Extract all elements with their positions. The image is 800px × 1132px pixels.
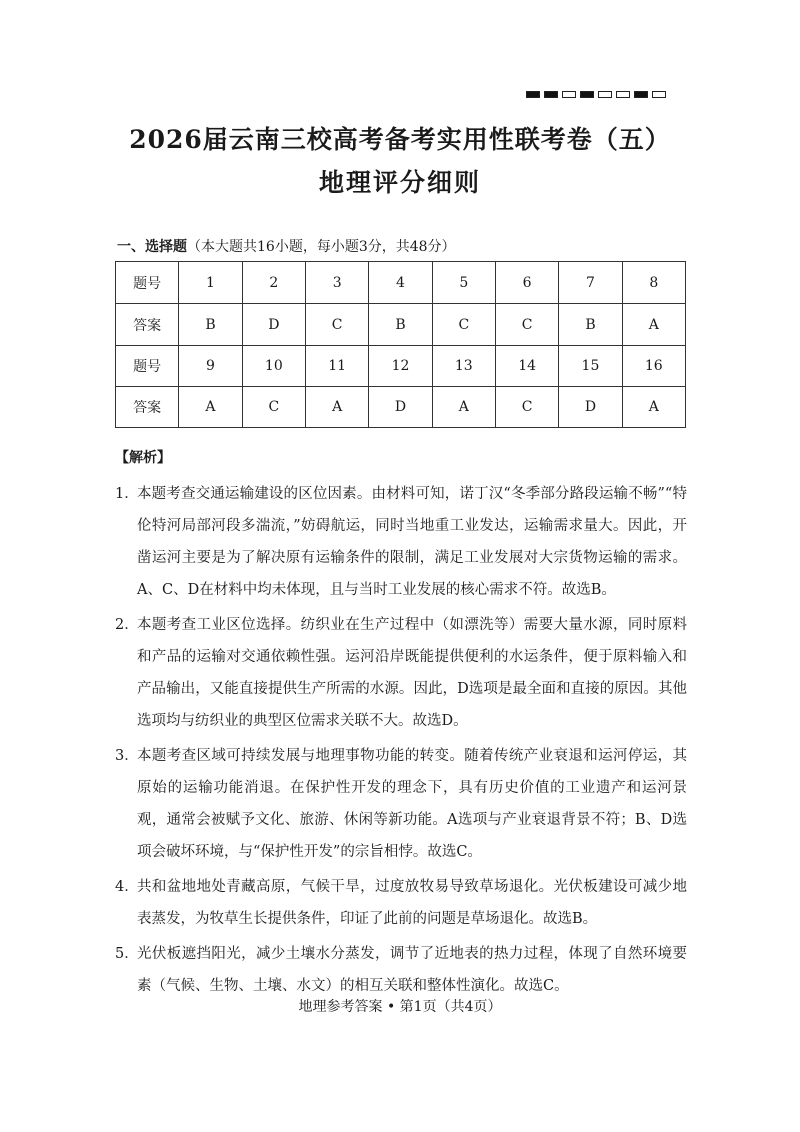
- page-title: 2026届云南三校高考备考实用性联考卷（五）: [129, 125, 671, 154]
- section-heading: [117, 236, 456, 256]
- table-row: [116, 262, 686, 304]
- table-cell: D: [559, 387, 622, 428]
- table-cell: 8: [622, 262, 685, 304]
- list-item: [115, 740, 687, 868]
- analysis-heading: 【解析】: [115, 450, 171, 466]
- corner-mark: [598, 91, 612, 98]
- table-cell: A: [622, 387, 685, 428]
- table-cell: A: [179, 387, 242, 428]
- table-cell: C: [305, 304, 368, 346]
- corner-mark: [634, 91, 648, 98]
- item-text: 光伏板遮挡阳光，减少土壤水分蒸发，调节了近地表的热力过程，体现了自然环境要素（气候、生物、土壤、水文）的相互关联和整体性演化。故选C。: [137, 946, 687, 994]
- table-row: [116, 346, 686, 387]
- section-note: （本大题共16小题，每小题3分，共48分）: [187, 239, 456, 255]
- list-item: [115, 871, 687, 935]
- item-number: 4．: [115, 879, 139, 895]
- table-cell: A: [622, 304, 685, 346]
- row-header-cell: 答案: [116, 304, 179, 346]
- table-cell: 14: [495, 346, 558, 387]
- page-footer: 地理参考答案 • 第1页（共4页）: [298, 999, 502, 1015]
- item-number: 2．: [115, 617, 139, 633]
- table-cell: 1: [179, 262, 242, 304]
- table-cell: C: [495, 387, 558, 428]
- corner-mark: [616, 91, 630, 98]
- item-number: 1．: [115, 486, 139, 502]
- list-item: [115, 938, 687, 1002]
- table-cell: 11: [305, 346, 368, 387]
- table-cell: A: [432, 387, 495, 428]
- table-cell: C: [495, 304, 558, 346]
- table-cell: D: [369, 387, 432, 428]
- table-cell: D: [242, 304, 305, 346]
- list-item: [115, 609, 687, 737]
- list-item: [115, 478, 687, 606]
- section-title: 一、选择题: [117, 239, 187, 255]
- table-cell: 5: [432, 262, 495, 304]
- corner-mark: [562, 91, 576, 98]
- table-cell: 15: [559, 346, 622, 387]
- table-cell: 7: [559, 262, 622, 304]
- table-cell: 12: [369, 346, 432, 387]
- table-cell: 4: [369, 262, 432, 304]
- corner-mark: [652, 91, 666, 98]
- table-cell: 16: [622, 346, 685, 387]
- table-cell: C: [432, 304, 495, 346]
- table-cell: 6: [495, 262, 558, 304]
- table-cell: 3: [305, 262, 368, 304]
- table-cell: A: [305, 387, 368, 428]
- item-text: 本题考查区域可持续发展与地理事物功能的转变。随着传统产业衰退和运河停运，其原始的运输功能消退。在保护性开发的理念下，具有历史价值的工业遗产和运河景观，通常会被赋予文化、旅游、休闲等新功能。A选项与产业衰退背景不符；B、D选项会破坏环境，与“保护性开发”的宗旨相悖。故选C。: [137, 748, 687, 860]
- item-number: 3．: [115, 748, 139, 764]
- table-cell: 2: [242, 262, 305, 304]
- table-cell: C: [242, 387, 305, 428]
- item-number: 5．: [115, 946, 139, 962]
- answer-table: [115, 261, 686, 428]
- item-text: 本题考查工业区位选择。纺织业在生产过程中（如漂洗等）需要大量水源，同时原料和产品的运输对交通依赖性强。运河沿岸既能提供便利的水运条件，便于原料输入和产品输出，又能直接提供生产所需的水源。因此，D选项是最全面和直接的原因。其他选项均与纺织业的典型区位需求关联不大。故选D。: [137, 617, 687, 729]
- corner-mark: [580, 91, 594, 98]
- table-row: [116, 387, 686, 428]
- table-cell: 10: [242, 346, 305, 387]
- table-cell: B: [369, 304, 432, 346]
- corner-marks: [526, 91, 666, 98]
- table-cell: 13: [432, 346, 495, 387]
- row-header-cell: 题号: [116, 346, 179, 387]
- table-row: [116, 304, 686, 346]
- row-header-cell: 答案: [116, 387, 179, 428]
- row-header-cell: 题号: [116, 262, 179, 304]
- corner-mark: [544, 91, 558, 98]
- page-subtitle: 地理评分细则: [318, 168, 481, 197]
- table-cell: B: [559, 304, 622, 346]
- corner-mark: [526, 91, 540, 98]
- table-cell: 9: [179, 346, 242, 387]
- item-text: 本题考查交通运输建设的区位因素。由材料可知，诺丁汉“冬季部分路段运输不畅”“特伦特河局部河段多湍流，”妨碍航运，同时当地重工业发达，运输需求量大。因此，开凿运河主要是为了解决原有运输条件的限制，满足工业发展对大宗货物运输的需求。A、C、D在材料中均未体现，且与当时工业发展的核心需求不符。故选B。: [137, 486, 687, 598]
- item-text: 共和盆地地处青藏高原，气候干旱，过度放牧易导致草场退化。光伏板建设可减少地表蒸发，为牧草生长提供条件，印证了此前的问题是草场退化。故选B。: [137, 879, 687, 927]
- table-cell: B: [179, 304, 242, 346]
- analysis-list: [115, 478, 687, 1005]
